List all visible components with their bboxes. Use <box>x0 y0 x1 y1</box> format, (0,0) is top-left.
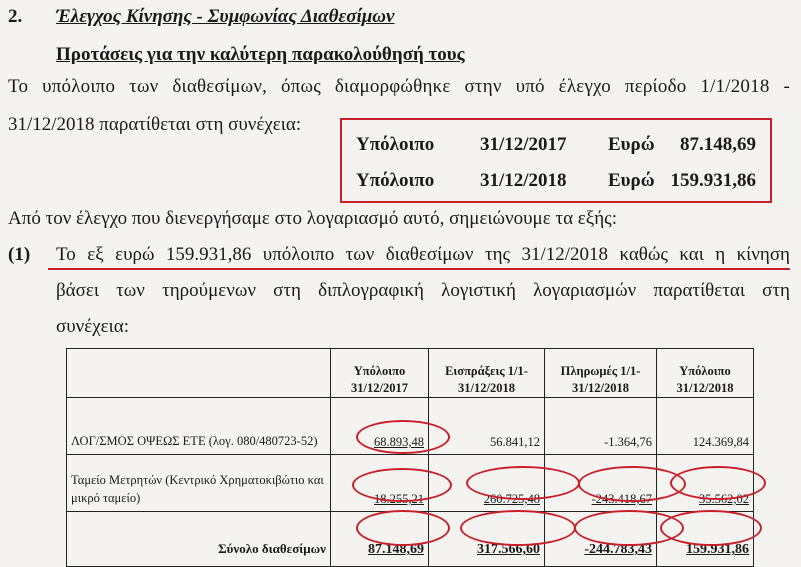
annotation-underline <box>48 268 790 270</box>
table-header-row <box>67 349 754 398</box>
balance-currency: Ευρώ <box>608 134 655 155</box>
table-cell: 260.725,48 <box>429 455 545 512</box>
intro-line-1: Το υπόλοιπο των διαθεσίμων, όπως διαμορφώθηκε στην υπό έλεγχο περίοδο 1/1/2018 - <box>8 76 790 97</box>
total-cell: 159.931,86 <box>657 512 754 567</box>
balance-date: 31/12/2018 <box>480 170 567 191</box>
row-label: Ταμείο Μετρητών (Κεντρικό Χρηματοκιβώτιο και μικρό ταμείο) <box>67 455 331 512</box>
balance-row-2017 <box>356 134 756 158</box>
table-cell: 56.841,12 <box>429 398 545 455</box>
balance-currency: Ευρώ <box>608 170 655 191</box>
total-cell: 317.566,60 <box>429 512 545 567</box>
table-cell: 68.893,48 <box>331 398 429 455</box>
total-cell: 87.148,69 <box>331 512 429 567</box>
section-number: 2. <box>8 6 23 27</box>
balance-label: Υπόλοιπο <box>356 170 435 191</box>
balance-label: Υπόλοιπο <box>356 134 435 155</box>
balance-row-2018 <box>356 170 756 194</box>
balance-summary-box <box>340 118 772 203</box>
point-line-3: συνέχεια: <box>56 316 129 337</box>
table-header: Υπόλοιπο 31/12/2018 <box>657 349 754 398</box>
table-cell: -1.364,76 <box>545 398 657 455</box>
balance-amount: 87.148,69 <box>680 134 756 155</box>
intro-line-2: 31/12/2018 παρατίθεται στη συνέχεια: <box>8 114 302 135</box>
table-row <box>67 455 754 512</box>
table-header: Πληρωμές 1/1-31/12/2018 <box>545 349 657 398</box>
point-line-1: Το εξ ευρώ 159.931,86 υπόλοιπο των διαθεσίμων της 31/12/2018 καθώς και η κίνηση <box>56 244 790 265</box>
row-label: ΛΟΓ/ΣΜΟΣ ΟΨΕΩΣ ΕΤΕ (λογ. 080/480723-52) <box>67 398 331 455</box>
section-title: Έλεγχος Κίνησης - Συμφωνίας Διαθεσίμων <box>56 6 395 27</box>
point-line-2: βάσει των τηρούμενων στη διπλογραφική λογιστική λογαριασμών παρατίθεται στη <box>56 280 790 301</box>
table-cell: 124.369,84 <box>657 398 754 455</box>
table-total-row <box>67 512 754 567</box>
point-number: (1) <box>8 244 31 265</box>
cash-movement-table <box>66 348 754 567</box>
table-cell: 18.255,21 <box>331 455 429 512</box>
section-subtitle: Προτάσεις για την καλύτερη παρακολούθησή τους <box>56 44 465 65</box>
audit-intro: Από τον έλεγχο που διενεργήσαμε στο λογαριασμό αυτό, σημειώνουμε τα εξής: <box>8 208 617 229</box>
table-row <box>67 398 754 455</box>
table-header: Εισπράξεις 1/1-31/12/2018 <box>429 349 545 398</box>
table-cell: -243.418,67 <box>545 455 657 512</box>
table-header: Υπόλοιπο 31/12/2017 <box>331 349 429 398</box>
table-header-blank <box>67 349 331 398</box>
balance-date: 31/12/2017 <box>480 134 567 155</box>
balance-amount: 159.931,86 <box>670 170 756 191</box>
table-cell: 35.562,02 <box>657 455 754 512</box>
total-label: Σύνολο διαθεσίμων <box>67 512 331 567</box>
total-cell: -244.783,43 <box>545 512 657 567</box>
